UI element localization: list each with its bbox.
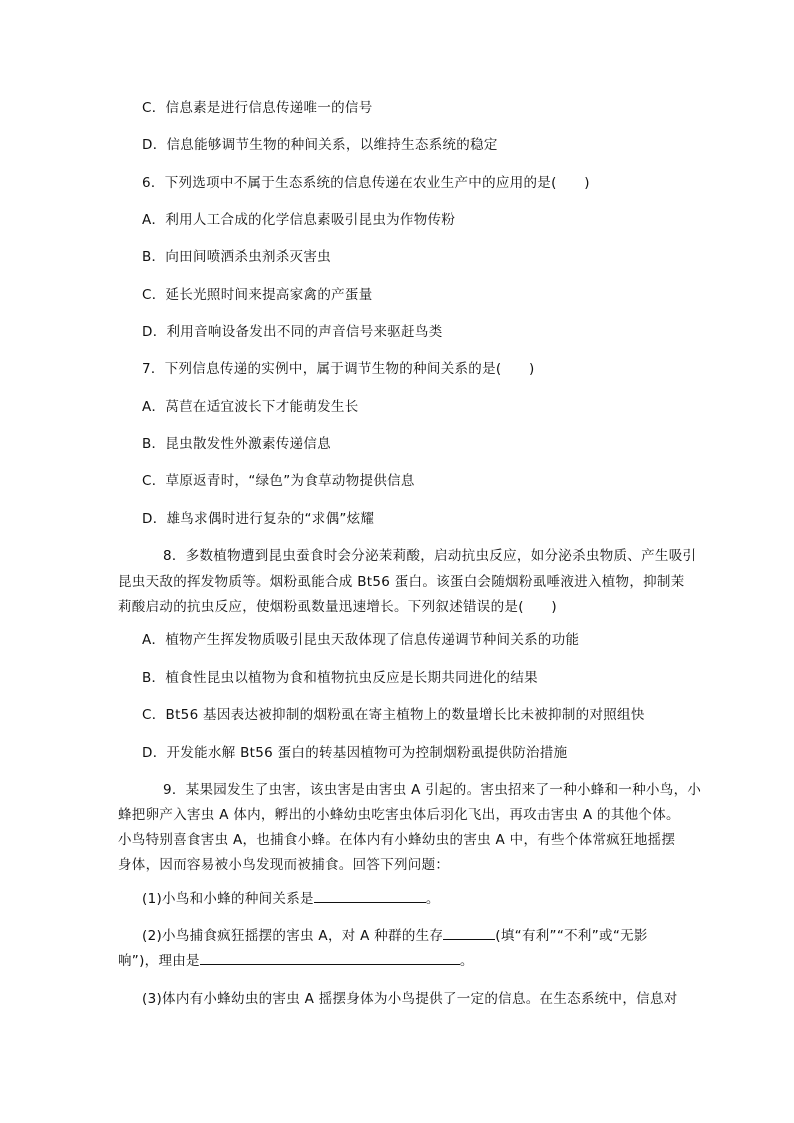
option-a-q7: A．莴苣在适宜波长下才能萌发生长 <box>142 399 359 415</box>
sub-1-end: 。 <box>425 891 440 907</box>
option-c-q6: C．延长光照时间来提高家禽的产蛋量 <box>142 287 373 303</box>
option-d-q8: D．开发能水解 Bt56 蛋白的转基因植物可为控制烟粉虱提供防治措施 <box>142 745 568 761</box>
sub-2-options: (填“有利”“不利”或“无影 <box>495 928 648 944</box>
question-9-sub-3: (3)体内有小蜂幼虫的害虫 A 摇摆身体为小鸟提供了一定的信息。在生态系统中，信息对 <box>142 991 678 1007</box>
option-c-q5: C．信息素是进行信息传递唯一的信号 <box>142 100 373 116</box>
question-9-line-2: 蜂把卵产入害虫 A 体内，孵出的小蜂幼虫吃害虫体后羽化飞出，再攻击害虫 A 的其他个体。 <box>118 807 680 823</box>
answer-blank-1[interactable] <box>314 888 426 903</box>
question-9-line-1: 9．某果园发生了虫害，该虫害是由害虫 A 引起的。害虫招来了一种小蜂和一种小鸟，小 <box>163 782 702 798</box>
question-8-line-3: 莉酸启动的抗虫反应，使烟粉虱数量迅速增长。下列叙述错误的是( ) <box>118 599 557 615</box>
option-b-q7: B．昆虫散发性外激素传递信息 <box>142 436 331 452</box>
question-8-line-1: 8．多数植物遭到昆虫蚕食时会分泌茉莉酸，启动抗虫反应，如分泌杀虫物质、产生吸引 <box>163 548 697 564</box>
question-9-line-3: 小鸟特别喜食害虫 A，也捕食小蜂。在体内有小蜂幼虫的害虫 A 中，有些个体常疯狂地摇摆 <box>118 832 676 848</box>
option-c-q7: C．草原返青时，“绿色”为食草动物提供信息 <box>142 473 415 489</box>
sub-2-text: (2)小鸟捕食疯狂摇摆的害虫 A，对 A 种群的生存 <box>142 928 444 944</box>
option-b-q8: B．植食性昆虫以植物为食和植物抗虫反应是长期共同进化的结果 <box>142 670 538 686</box>
option-b-q6: B．向田间喷洒杀虫剂杀灭害虫 <box>142 249 331 265</box>
answer-blank-2[interactable] <box>443 925 495 940</box>
answer-blank-3[interactable] <box>200 950 460 965</box>
question-9-sub-2 <box>142 925 648 947</box>
option-a-q6: A．利用人工合成的化学信息素吸引昆虫为作物传粉 <box>142 212 456 228</box>
question-8-line-2: 昆虫天敌的挥发物质等。烟粉虱能合成 Bt56 蛋白。该蛋白会随烟粉虱唾液进入植物，抑制茉 <box>118 574 685 590</box>
option-d-q6: D．利用音响设备发出不同的声音信号来驱赶鸟类 <box>142 324 443 340</box>
sub-2-end: 。 <box>459 953 474 969</box>
option-a-q8: A．植物产生挥发物质吸引昆虫天敌体现了信息传递调节种间关系的功能 <box>142 632 580 648</box>
option-d-q5: D．信息能够调节生物的种间关系，以维持生态系统的稳定 <box>142 137 498 153</box>
question-6: 6．下列选项中不属于生态系统的信息传递在农业生产中的应用的是( ) <box>142 175 590 191</box>
sub-2-reason-label: 响”)，理由是 <box>118 953 200 969</box>
question-7: 7．下列信息传递的实例中，属于调节生物的种间关系的是( ) <box>142 361 535 377</box>
option-c-q8: C．Bt56 基因表达被抑制的烟粉虱在寄主植物上的数量增长比未被抑制的对照组快 <box>142 707 645 723</box>
question-9-sub-2-line-2 <box>118 950 474 972</box>
question-9-sub-1 <box>142 888 440 910</box>
option-d-q7: D．雄鸟求偶时进行复杂的“求偶”炫耀 <box>142 511 375 527</box>
question-9-line-4: 身体，因而容易被小鸟发现而被捕食。回答下列问题： <box>118 857 450 873</box>
sub-1-text: (1)小鸟和小蜂的种间关系是 <box>142 891 314 907</box>
